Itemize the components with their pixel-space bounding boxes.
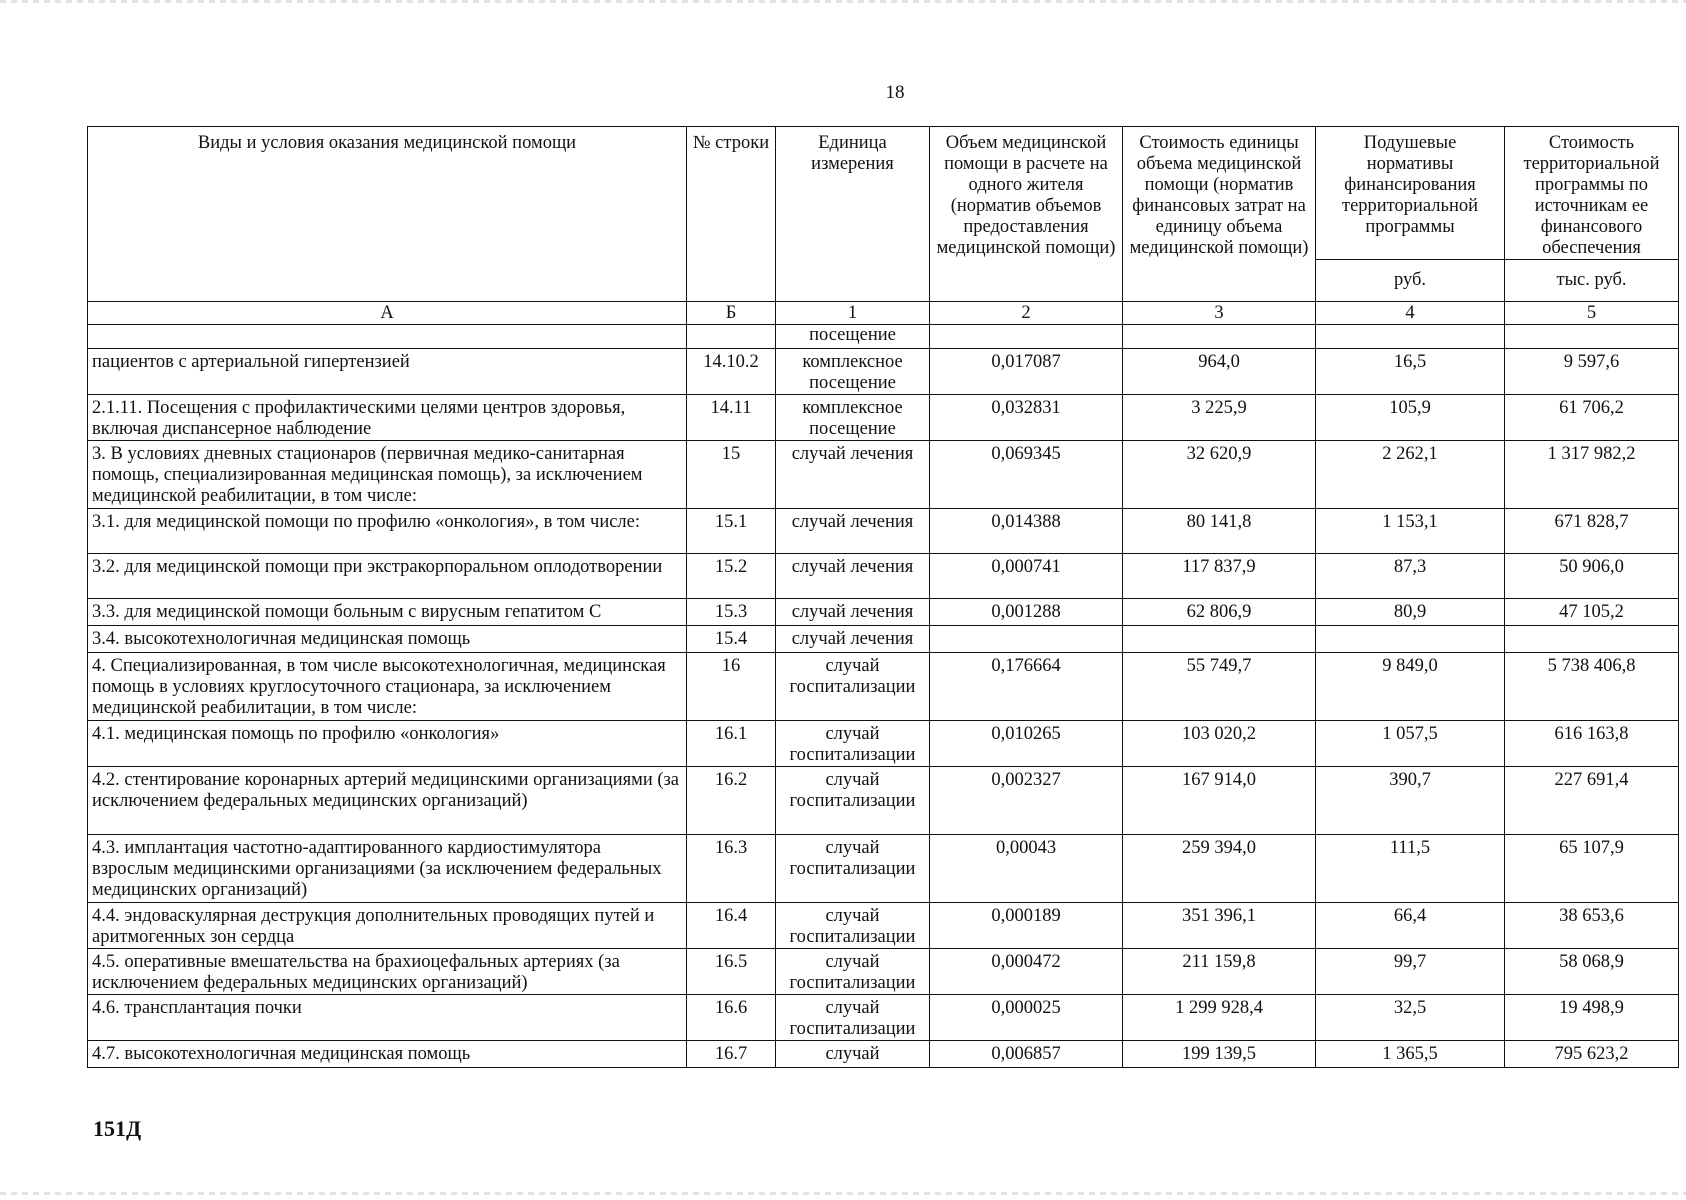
volume-norm-cell: 0,00043 — [930, 835, 1123, 903]
program-cost-cell: 5 738 406,8 — [1505, 653, 1679, 721]
unit-cell: комплексное посещение — [776, 395, 930, 441]
unit-cost-cell: 80 141,8 — [1123, 509, 1316, 554]
row-number-cell: 16.5 — [687, 949, 776, 995]
volume-norm-cell: 0,002327 — [930, 767, 1123, 835]
volume-norm-cell: 0,069345 — [930, 441, 1123, 509]
per-capita-cell: 9 849,0 — [1316, 653, 1505, 721]
column-letter: Б — [687, 302, 776, 325]
care-type-cell: 4.6. трансплантация почки — [88, 995, 687, 1041]
program-cost-cell: 9 597,6 — [1505, 349, 1679, 395]
volume-norm-cell: 0,000741 — [930, 554, 1123, 599]
row-number-cell: 15.1 — [687, 509, 776, 554]
unit-cell: случай госпитализации — [776, 949, 930, 995]
care-type-cell: 4.7. высокотехнологичная медицинская помощь — [88, 1041, 687, 1068]
unit-cost-cell: 167 914,0 — [1123, 767, 1316, 835]
care-type-cell: 4.2. стентирование коронарных артерий медицинскими организациями (за исключением федеральных медицинских организаций) — [88, 767, 687, 835]
per-capita-cell — [1316, 626, 1505, 653]
header-unit-thousand-rub: тыс. руб. — [1505, 260, 1679, 302]
row-number-cell: 15.2 — [687, 554, 776, 599]
unit-cell: случай — [776, 1041, 930, 1068]
program-cost-cell: 227 691,4 — [1505, 767, 1679, 835]
per-capita-cell: 1 057,5 — [1316, 721, 1505, 767]
unit-cost-cell: 1 299 928,4 — [1123, 995, 1316, 1041]
care-type-cell: 4.3. имплантация частотно-адаптированного кардиостимулятора взрослым медицинскими организациями (за исключением федеральных медицинских организаций) — [88, 835, 687, 903]
row-number-cell: 16.4 — [687, 903, 776, 949]
per-capita-cell: 1 153,1 — [1316, 509, 1505, 554]
unit-cell: комплексное посещение — [776, 349, 930, 395]
volume-norm-cell: 0,000472 — [930, 949, 1123, 995]
per-capita-cell: 111,5 — [1316, 835, 1505, 903]
program-cost-cell: 1 317 982,2 — [1505, 441, 1679, 509]
table-row — [88, 995, 1679, 1041]
table-body — [88, 325, 1679, 1068]
care-type-cell: 3.2. для медицинской помощи при экстракорпоральном оплодотворении — [88, 554, 687, 599]
volume-norm-cell — [930, 626, 1123, 653]
unit-cost-cell: 964,0 — [1123, 349, 1316, 395]
row-number-cell: 16.2 — [687, 767, 776, 835]
care-type-cell: пациентов с артериальной гипертензией — [88, 349, 687, 395]
unit-cost-cell: 62 806,9 — [1123, 599, 1316, 626]
header-row-number: № строки — [687, 127, 776, 302]
unit-cost-cell: 259 394,0 — [1123, 835, 1316, 903]
table-row — [88, 767, 1679, 835]
table-row — [88, 441, 1679, 509]
volume-norm-cell — [930, 325, 1123, 349]
care-type-cell: 3.3. для медицинской помощи больным с вирусным гепатитом С — [88, 599, 687, 626]
row-number-cell: 16.3 — [687, 835, 776, 903]
per-capita-cell: 87,3 — [1316, 554, 1505, 599]
page-number: 18 — [885, 82, 905, 103]
care-type-cell: 3.4. высокотехнологичная медицинская помощь — [88, 626, 687, 653]
table-row — [88, 949, 1679, 995]
program-cost-cell — [1505, 325, 1679, 349]
unit-cell: случай госпитализации — [776, 835, 930, 903]
header-unit-rub: руб. — [1316, 260, 1505, 302]
care-type-cell: 2.1.11. Посещения с профилактическими целями центров здоровья, включая диспансерное наблюдение — [88, 395, 687, 441]
row-number-cell: 16.1 — [687, 721, 776, 767]
unit-cell: случай лечения — [776, 599, 930, 626]
header-program-cost: Стоимость территориальной программы по источникам ее финансового обеспечения — [1505, 127, 1679, 260]
program-cost-cell: 65 107,9 — [1505, 835, 1679, 903]
table-row — [88, 599, 1679, 626]
program-cost-cell: 38 653,6 — [1505, 903, 1679, 949]
care-type-cell — [88, 325, 687, 349]
care-type-cell: 4.1. медицинская помощь по профилю «онкология» — [88, 721, 687, 767]
column-letter: А — [88, 302, 687, 325]
care-type-cell: 4.5. оперативные вмешательства на брахиоцефальных артериях (за исключением федеральных медицинских организаций) — [88, 949, 687, 995]
header-per-capita: Подушевые нормативы финансирования территориальной программы — [1316, 127, 1505, 260]
column-letter: 4 — [1316, 302, 1505, 325]
table-row — [88, 903, 1679, 949]
program-cost-cell: 671 828,7 — [1505, 509, 1679, 554]
care-type-cell: 3. В условиях дневных стационаров (первичная медико-санитарная помощь, специализированная медицинская помощь), за исключением медицинской реабилитации, в том числе: — [88, 441, 687, 509]
unit-cell: случай госпитализации — [776, 767, 930, 835]
unit-cost-cell: 117 837,9 — [1123, 554, 1316, 599]
volume-norm-cell: 0,000189 — [930, 903, 1123, 949]
unit-cell: случай лечения — [776, 554, 930, 599]
unit-cell: случай лечения — [776, 626, 930, 653]
per-capita-cell: 2 262,1 — [1316, 441, 1505, 509]
volume-norm-cell: 0,006857 — [930, 1041, 1123, 1068]
column-letter: 3 — [1123, 302, 1316, 325]
unit-cell: случай госпитализации — [776, 995, 930, 1041]
program-cost-cell: 795 623,2 — [1505, 1041, 1679, 1068]
unit-cost-cell: 32 620,9 — [1123, 441, 1316, 509]
unit-cell: случай госпитализации — [776, 721, 930, 767]
header-volume-norm: Объем медицинской помощи в расчете на одного жителя (норматив объемов предоставления медицинской помощи) — [930, 127, 1123, 302]
volume-norm-cell: 0,032831 — [930, 395, 1123, 441]
row-number-cell: 14.10.2 — [687, 349, 776, 395]
per-capita-cell: 105,9 — [1316, 395, 1505, 441]
unit-cost-cell: 55 749,7 — [1123, 653, 1316, 721]
program-cost-cell: 50 906,0 — [1505, 554, 1679, 599]
table-row — [88, 349, 1679, 395]
care-type-cell: 3.1. для медицинской помощи по профилю «онкология», в том числе: — [88, 509, 687, 554]
header-care-type: Виды и условия оказания медицинской помощи — [88, 127, 687, 302]
table-row — [88, 721, 1679, 767]
row-number-cell: 15 — [687, 441, 776, 509]
row-number-cell: 14.11 — [687, 395, 776, 441]
per-capita-cell: 32,5 — [1316, 995, 1505, 1041]
care-type-cell: 4. Специализированная, в том числе высокотехнологичная, медицинская помощь в условиях круглосуточного стационара, за исключением медицинской реабилитации, в том числе: — [88, 653, 687, 721]
unit-cell: посещение — [776, 325, 930, 349]
per-capita-cell: 99,7 — [1316, 949, 1505, 995]
volume-norm-cell: 0,017087 — [930, 349, 1123, 395]
volume-norm-cell: 0,010265 — [930, 721, 1123, 767]
scan-edge-bottom — [0, 1192, 1686, 1195]
volume-norm-cell: 0,014388 — [930, 509, 1123, 554]
per-capita-cell: 1 365,5 — [1316, 1041, 1505, 1068]
table-row — [88, 554, 1679, 599]
table-row — [88, 1041, 1679, 1068]
per-capita-cell: 80,9 — [1316, 599, 1505, 626]
row-number-cell: 16.7 — [687, 1041, 776, 1068]
program-cost-cell: 58 068,9 — [1505, 949, 1679, 995]
header-unit: Единица измерения — [776, 127, 930, 302]
table-row — [88, 626, 1679, 653]
unit-cost-cell: 351 396,1 — [1123, 903, 1316, 949]
row-number-cell — [687, 325, 776, 349]
volume-norm-cell: 0,000025 — [930, 995, 1123, 1041]
volume-norm-cell: 0,001288 — [930, 599, 1123, 626]
per-capita-cell: 16,5 — [1316, 349, 1505, 395]
program-cost-cell: 61 706,2 — [1505, 395, 1679, 441]
unit-cost-cell: 199 139,5 — [1123, 1041, 1316, 1068]
column-letter: 1 — [776, 302, 930, 325]
program-cost-cell: 19 498,9 — [1505, 995, 1679, 1041]
program-cost-cell — [1505, 626, 1679, 653]
table-row — [88, 835, 1679, 903]
unit-cost-cell — [1123, 325, 1316, 349]
per-capita-cell — [1316, 325, 1505, 349]
row-number-cell: 16.6 — [687, 995, 776, 1041]
program-cost-cell: 616 163,8 — [1505, 721, 1679, 767]
unit-cell: случай лечения — [776, 441, 930, 509]
medical-care-table — [87, 126, 1679, 1068]
row-number-cell: 15.3 — [687, 599, 776, 626]
column-letters-row — [88, 302, 1679, 325]
per-capita-cell: 66,4 — [1316, 903, 1505, 949]
unit-cell: случай госпитализации — [776, 903, 930, 949]
column-letter: 2 — [930, 302, 1123, 325]
header-unit-cost: Стоимость единицы объема медицинской помощи (норматив финансовых затрат на единицу объема медицинской помощи) — [1123, 127, 1316, 302]
table-row — [88, 653, 1679, 721]
unit-cell: случай госпитализации — [776, 653, 930, 721]
unit-cost-cell: 211 159,8 — [1123, 949, 1316, 995]
table-row — [88, 325, 1679, 349]
document-footer-code: 151Д — [93, 1116, 142, 1141]
column-letter: 5 — [1505, 302, 1679, 325]
unit-cost-cell: 103 020,2 — [1123, 721, 1316, 767]
row-number-cell: 16 — [687, 653, 776, 721]
program-cost-cell: 47 105,2 — [1505, 599, 1679, 626]
unit-cost-cell: 3 225,9 — [1123, 395, 1316, 441]
care-type-cell: 4.4. эндоваскулярная деструкция дополнительных проводящих путей и аритмогенных зон сердца — [88, 903, 687, 949]
table-row — [88, 395, 1679, 441]
scan-edge-top — [0, 0, 1686, 3]
volume-norm-cell: 0,176664 — [930, 653, 1123, 721]
per-capita-cell: 390,7 — [1316, 767, 1505, 835]
table-row — [88, 509, 1679, 554]
unit-cell: случай лечения — [776, 509, 930, 554]
row-number-cell: 15.4 — [687, 626, 776, 653]
unit-cost-cell — [1123, 626, 1316, 653]
